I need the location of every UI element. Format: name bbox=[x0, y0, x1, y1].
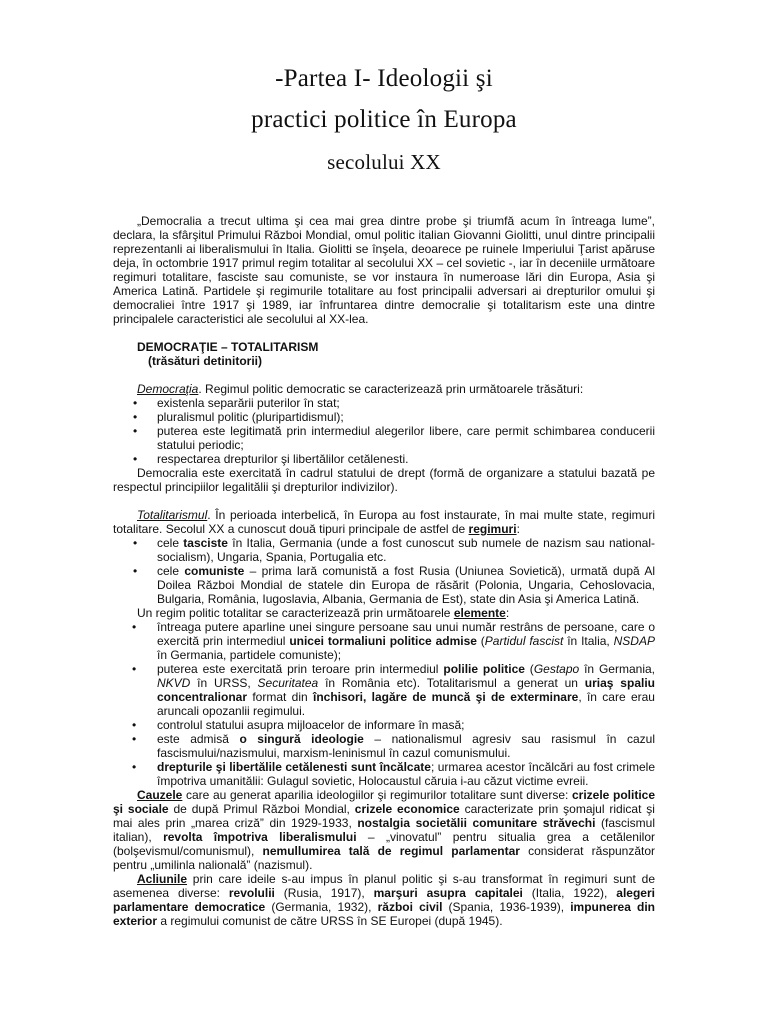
elements-list bbox=[132, 620, 655, 788]
list-item: • cele comuniste – prima lară comunistă a fost Rusia (Uniunea Sovietică), urmată după Al Doilea Război Mondial de statele din Europa de răsărit (Polonia, Ungaria, Cehoslovacia, Bulgaria, România, Iugoslavia, Albania, Germania de Est), state din Asia şi America Latină. bbox=[133, 564, 655, 606]
regimuri-term: regimuri bbox=[468, 522, 517, 536]
totalitarism-term: Totalitarismul bbox=[137, 508, 208, 522]
section-heading: DEMOCRAŢIE – TOTALITARISM bbox=[137, 340, 319, 354]
title-line-1: -Partea I- Ideologii şi bbox=[275, 65, 493, 92]
actiunile-term: Acliunile bbox=[137, 872, 188, 886]
democratie-list bbox=[133, 396, 655, 466]
list-item: • drepturile şi libertălile cetălenesti sunt încălcate; urmarea acestor încălcări au fost crimele împotriva umanitălii: Gulagul sovietic, Holocaustul căruia i-au căzut victime evreii. bbox=[132, 760, 655, 788]
cauzele-term: Cauzele bbox=[137, 788, 183, 802]
title-line-3: secolului XX bbox=[327, 150, 441, 174]
elemente-term: elemente bbox=[453, 606, 506, 620]
list-item: • este admisă o singură ideologie – nationalismul agresiv sau rasismul în cazul fascismului/nazismului, marxism-leninismul în cazul comunismului. bbox=[132, 732, 655, 760]
intro-paragraph: „Democralia a trecut ultima şi cea mai grea dintre probe şi triumfă acum în întreaga lume”, declara, la sfârşitul Primului Război Mondial, omul politic italian Giovanni Giolitti, unul dintre principalii reprezentanli ai liberalismului în Italia. Giolitti se înşela, deoarece pe ruinele Imperiului Ţarist apăruse deja, în octombrie 1917 primul regim totalitar al secolului XX – cel sovietic -, iar în deceniile următoare regimuri totalitare, fasciste sau comuniste, se vor instaura în numeroase lări din Europa, Asia şi America Latină. Partidele şi regimurile totalitare au fost principalii adversari ai drepturilor omului şi democraliei între 1917 şi 1989, iar înfruntarea dintre democralie şi totalitarism este una dintre principalele caracteristici ale secolului al XX-lea. bbox=[113, 214, 655, 326]
list-item: • cele tasciste în Italia, Germania (unde a fost cunoscut sub numele de nazism sau national-socialism), Ungaria, Spania, Portugalia etc. bbox=[133, 536, 655, 564]
section-subheading: (trăsături detinitorii) bbox=[148, 354, 263, 368]
actiunile-paragraph: Acliunile prin care ideile s-au impus în planul politic şi s-au transformat în regimuri sunt de asemenea diverse: revolulii (Rusia, 1917), marşuri asupra capitalei (Italia, 1922), alegeri parlamentare democratice (Germania, 1932), război civil (Spania, 1936-1939), impunerea din exterior a regimului comunist de către URSS în SE Europei (după 1945). bbox=[113, 872, 656, 928]
democratie-term: Democraţia bbox=[137, 382, 199, 396]
list-item: • puterea este exercitată prin teroare prin intermediul polilie politice (Gestapo în Germania, NKVD în URSS, Securitatea în România etc). Totalitarismul a generat un uriaş spaliu concentralionar format din închisori, lagăre de muncă şi de exterminare, în care erau aruncali opozanlii regimului. bbox=[132, 662, 655, 718]
list-item: • existenla separării puterilor în stat; bbox=[133, 396, 655, 410]
totalitarism-lead: Totalitarismul. În perioada interbelică, în Europa au fost instaurate, în mai multe state, regimuri totalitare. Secolul XX a cunoscut două tipuri principale de astfel de regimuri: bbox=[113, 508, 655, 536]
regime-types-list bbox=[133, 536, 655, 606]
elements-lead: Un regim politic totalitar se caracterizează prin următoarele elemente: bbox=[137, 606, 510, 620]
democratie-closing: Democralia este exercitată în cadrul statului de drept (formă de organizare a statului bazată pe respectul principiilor legalitălii şi drepturilor indivizilor). bbox=[113, 466, 655, 494]
document-title bbox=[0, 58, 768, 183]
democratie-lead: Democraţia. Regimul politic democratic se caracterizează prin următoarele trăsături: bbox=[137, 382, 584, 396]
list-item: • pluralismul politic (pluripartidismul); bbox=[133, 410, 655, 424]
cauzele-paragraph: Cauzele care au generat aparilia ideologiilor şi regimurilor totalitare sunt diverse: crizele politice şi sociale de după Primul Război Mondial, crizele economice caracterizate prin şomajul ridicat şi mai ales prin „marea criză” din 1929-1933, nostalgia societălii comunitare străvechi (fascismul italian), revolta împotriva liberalismului – „vinovatul” pentru situalia grea a cetălenilor (bolşevismul/comunismul), nemullumirea tală de regimul parlamentar considerat răspunzător pentru „umilinla nalională” (nazismul). bbox=[113, 788, 656, 872]
list-item: • puterea este legitimată prin intermediul alegerilor libere, care permit schimbarea conducerii statului periodic; bbox=[133, 424, 655, 452]
list-item: • controlul statului asupra mijloacelor de informare în masă; bbox=[132, 718, 655, 732]
list-item: • respectarea drepturilor şi libertălilor cetălenesti. bbox=[133, 452, 655, 466]
title-line-2: practici politice în Europa bbox=[251, 106, 517, 133]
list-item: • întreaga putere aparline unei singure persoane sau unui număr restrâns de persoane, care o exercită prin intermediul unicei tormaliuni politice admise (Partidul fascist în Italia, NSDAP în Germania, partidele comuniste); bbox=[132, 620, 655, 662]
document-body bbox=[113, 214, 655, 928]
